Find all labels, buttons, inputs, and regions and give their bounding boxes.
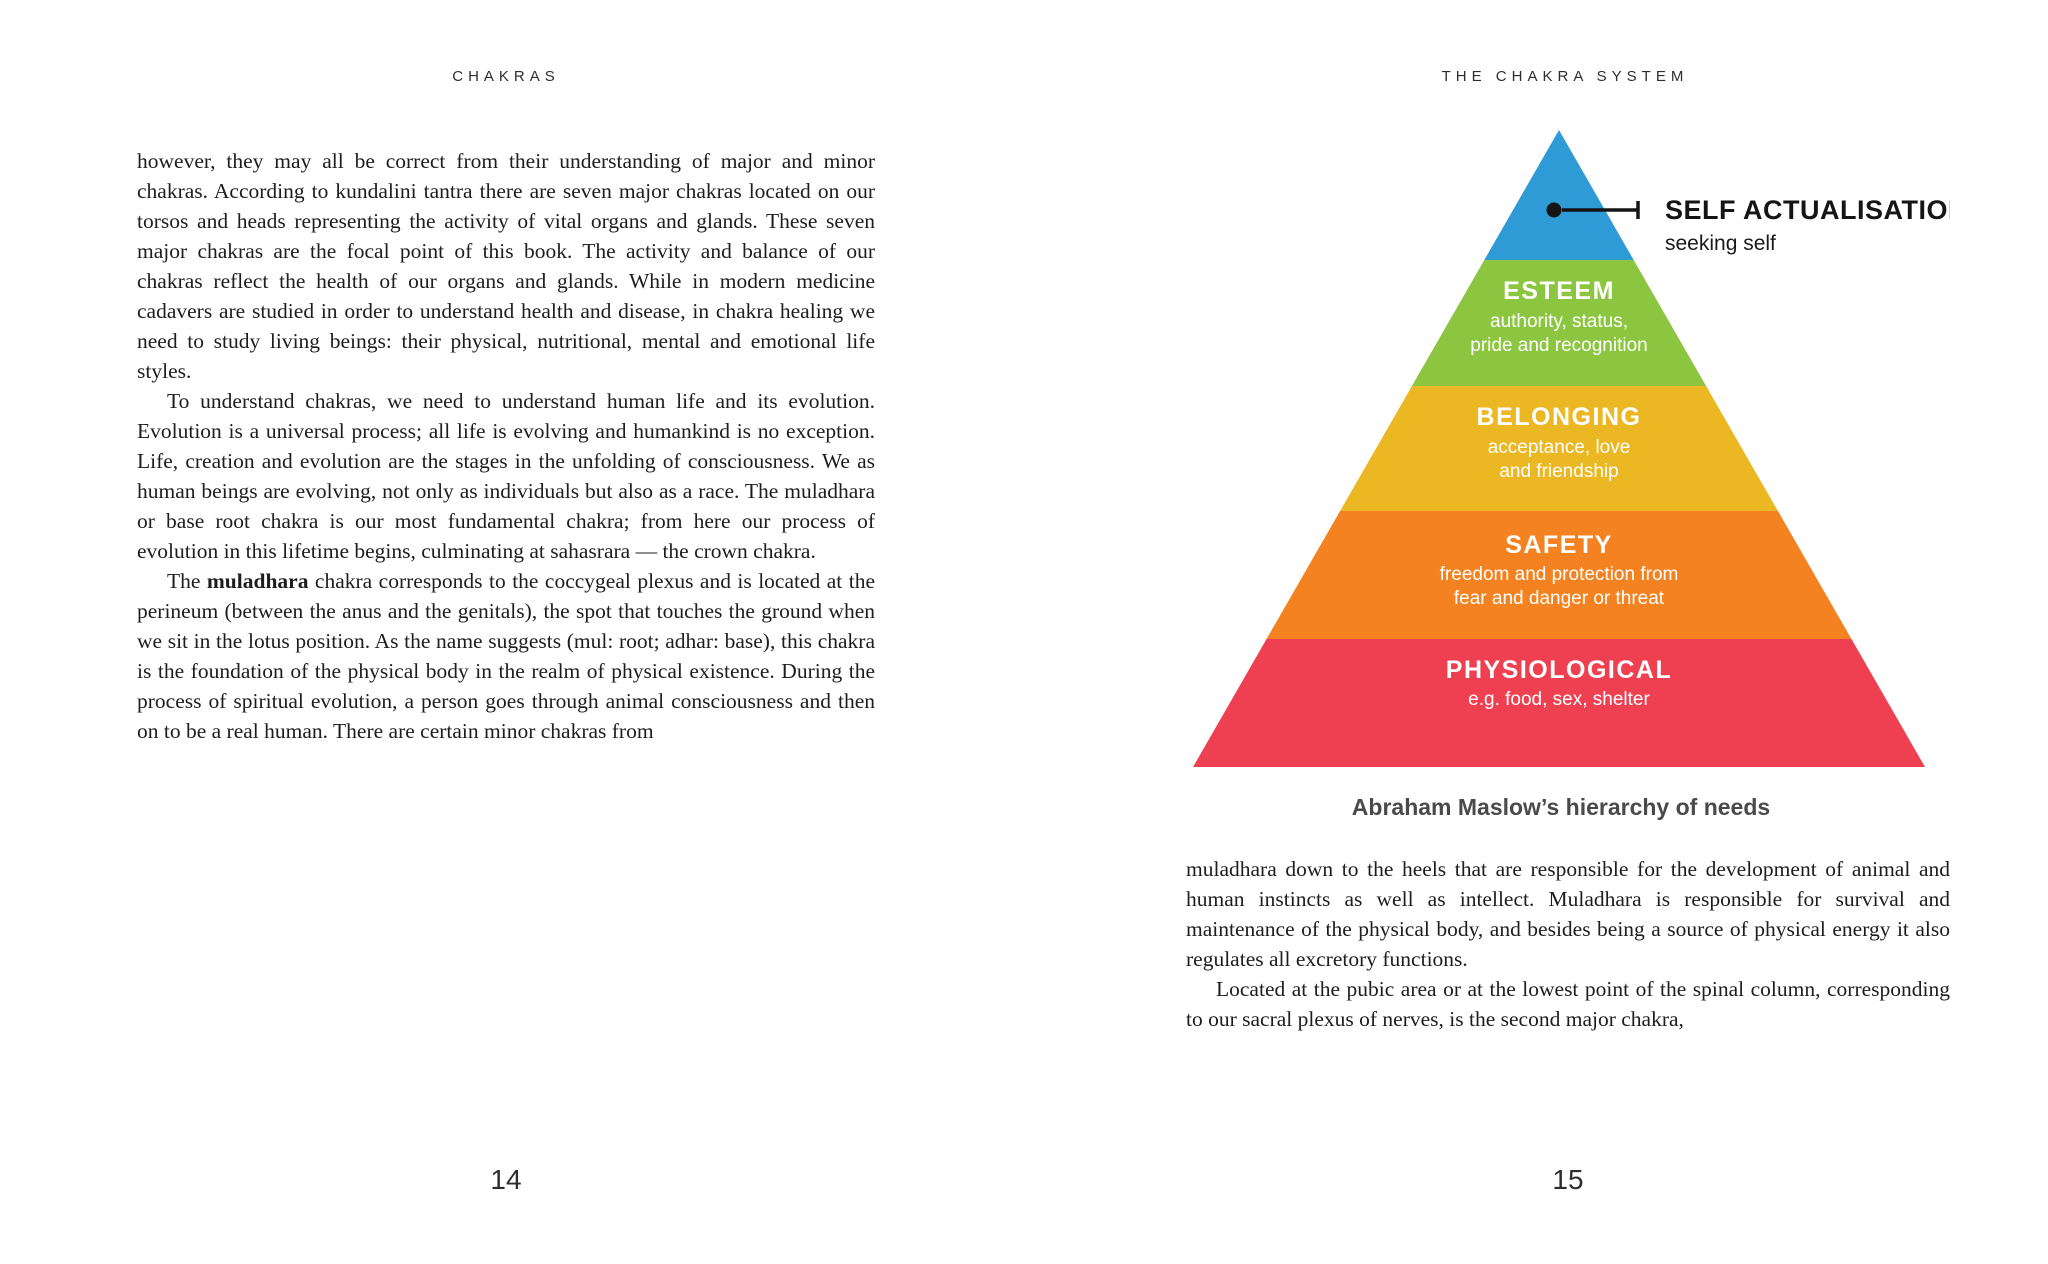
- tier-title-esteem: ESTEEM: [1503, 277, 1615, 305]
- tier-desc-esteem: authority, status,: [1490, 311, 1628, 332]
- right-page-number: 15: [1552, 1164, 1584, 1195]
- paragraph: however, they may all be correct from their understanding of major and minor chakras. According to kundalini tantra there are seven major chakras located on our torsos and heads representing the activity of vital organs and glands. These seven major chakras are the focal point of this book. The activity and balance of our chakras reflect the health of our organs and glands. While in modern medicine cadavers are studied in order to understand health and disease, in chakra healing we need to study living beings: their physical, nutritional, mental and emotional life styles.: [137, 149, 875, 383]
- left-page-body: [137, 146, 875, 746]
- tier-desc-belonging: acceptance, love: [1487, 437, 1631, 458]
- left-page-number: 14: [490, 1164, 522, 1195]
- callout-subtitle: seeking self: [1665, 232, 1776, 255]
- maslow-pyramid-figure: [1180, 122, 1950, 782]
- paragraph: muladhara down to the heels that are responsible for the development of animal and human instincts as well as intellect. Muladhara is responsible for survival and maintenance of the physical body, and besides being a source of physical energy it also regulates all excretory functions.: [1186, 857, 1950, 971]
- pyramid-svg: [1180, 122, 1950, 782]
- right-page-body: [1186, 854, 1950, 1034]
- paragraph: [137, 566, 875, 746]
- bold-term: muladhara: [206, 569, 309, 593]
- tier-desc-safety: fear and danger or threat: [1453, 588, 1665, 609]
- right-page-running-header: THE CHAKRA SYSTEM: [1441, 68, 1689, 85]
- paragraph: Located at the pubic area or at the lowest point of the spinal column, corresponding to our sacral plexus of nerves, is the second major chakra,: [1186, 977, 1950, 1031]
- pyramid-caption: Abraham Maslow’s hierarchy of needs: [1351, 794, 1771, 820]
- tier-desc-esteem: pride and recognition: [1470, 335, 1648, 356]
- pyramid-tier-self-actualisation: [1484, 130, 1633, 260]
- tier-title-safety: SAFETY: [1505, 531, 1613, 559]
- tier-title-belonging: BELONGING: [1476, 403, 1642, 431]
- paragraph-text: The: [167, 569, 207, 593]
- tier-title-physiological: PHYSIOLOGICAL: [1445, 656, 1673, 684]
- tier-desc-safety: freedom and protection from: [1439, 564, 1679, 585]
- left-page-running-header: CHAKRAS: [452, 68, 560, 85]
- callout-dot-icon: [1547, 203, 1562, 218]
- tier-desc-physiological: e.g. food, sex, shelter: [1468, 689, 1650, 710]
- paragraph: To understand chakras, we need to understand human life and its evolution. Evolution is a universal process; all life is evolving and humankind is no exception. Life, creation and evolution are the stages in the unfolding of consciousness. We as human beings are evolving, not only as individuals but also as a race. The muladhara or base root chakra is our most fundamental chakra; from here our process of evolution in this lifetime begins, culminating at sahasrara — the crown chakra.: [137, 389, 875, 563]
- tier-desc-belonging: and friendship: [1499, 461, 1619, 482]
- paragraph-text: chakra corresponds to the coccygeal plexus and is located at the perineum (between the anus and the genitals), the spot that touches the ground when we sit in the lotus position. As the name suggests (mul: root; adhar: base), this chakra is the foundation of the physical body in the realm of physical existence. During the process of spiritual evolution, a person goes through animal consciousness and then on to be a real human. There are certain minor chakras from: [137, 569, 875, 743]
- callout-title: SELF ACTUALISATION: [1665, 195, 1950, 225]
